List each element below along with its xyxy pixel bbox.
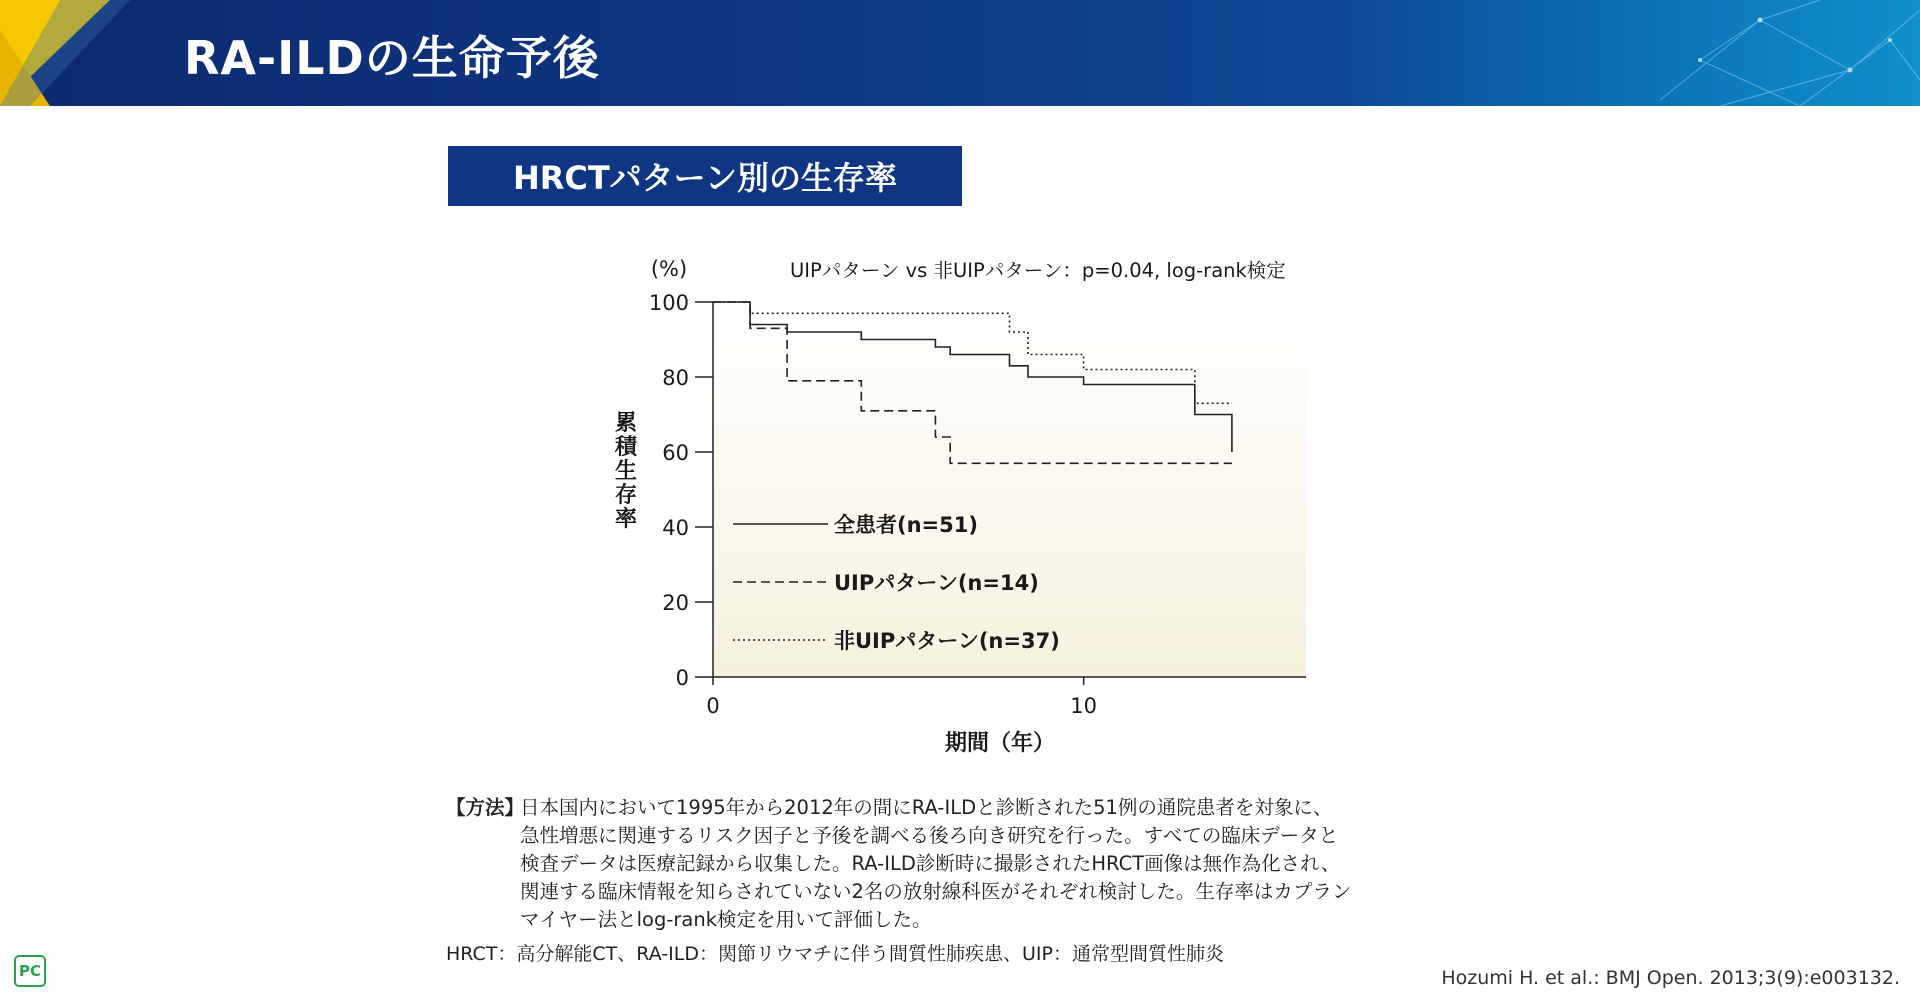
- y-tick-label: 60: [662, 441, 689, 465]
- page-title: RA-ILDの生命予後: [184, 31, 600, 85]
- y-tick-label: 40: [662, 516, 689, 540]
- stat-note: UIPパターン vs 非UIPパターン：p=0.04, log-rank検定: [790, 259, 1286, 282]
- y-axis-label: 累積生存率: [614, 411, 638, 532]
- abbreviations-note: HRCT：高分解能CT、RA-ILD：関節リウマチに伴う間質性肺疾患、UIP：通常型間質性肺炎: [446, 943, 1224, 965]
- legend-label: 非UIPパターン(n=37): [834, 629, 1060, 653]
- legend-label: UIPパターン(n=14): [834, 571, 1039, 595]
- y-tick-label: 0: [675, 666, 689, 690]
- x-tick-label: 0: [706, 694, 720, 718]
- methods-line: 日本国内において1995年から2012年の間にRA-ILDと診断された51例の通院患者を対象に、: [520, 796, 1333, 819]
- methods-body: [520, 794, 1506, 934]
- y-tick-label: 100: [648, 291, 689, 315]
- y-unit-label: (%): [650, 257, 688, 281]
- chart-subtitle-box: HRCTパターン別の生存率: [448, 146, 962, 206]
- legend-label: 全患者(n=51): [834, 513, 978, 537]
- methods-line: マイヤー法とlog-rank検定を用いて評価した。: [520, 908, 932, 931]
- pc-logo: PC: [14, 955, 46, 987]
- citation: Hozumi H. et al.: BMJ Open. 2013;3(9):e003132.: [1441, 967, 1900, 989]
- y-tick-label: 20: [662, 591, 689, 615]
- x-axis-label: 期間（年）: [944, 731, 1056, 756]
- methods-line: 関連する臨床情報を知らされていない2名の放射線科医がそれぞれ検討した。生存率はカプラン: [520, 880, 1352, 903]
- y-tick-label: 80: [662, 366, 689, 390]
- x-tick-label: 10: [1070, 694, 1097, 718]
- methods-label: 【方法】: [446, 796, 525, 819]
- methods-block: [446, 794, 1506, 934]
- methods-line: 急性増悪に関連するリスク因子と予後を調べる後ろ向き研究を行った。すべての臨床データと: [520, 824, 1339, 847]
- methods-line: 検査データは医療記録から収集した。RA-ILD診断時に撮影されたHRCT画像は無作為化され、: [520, 852, 1341, 875]
